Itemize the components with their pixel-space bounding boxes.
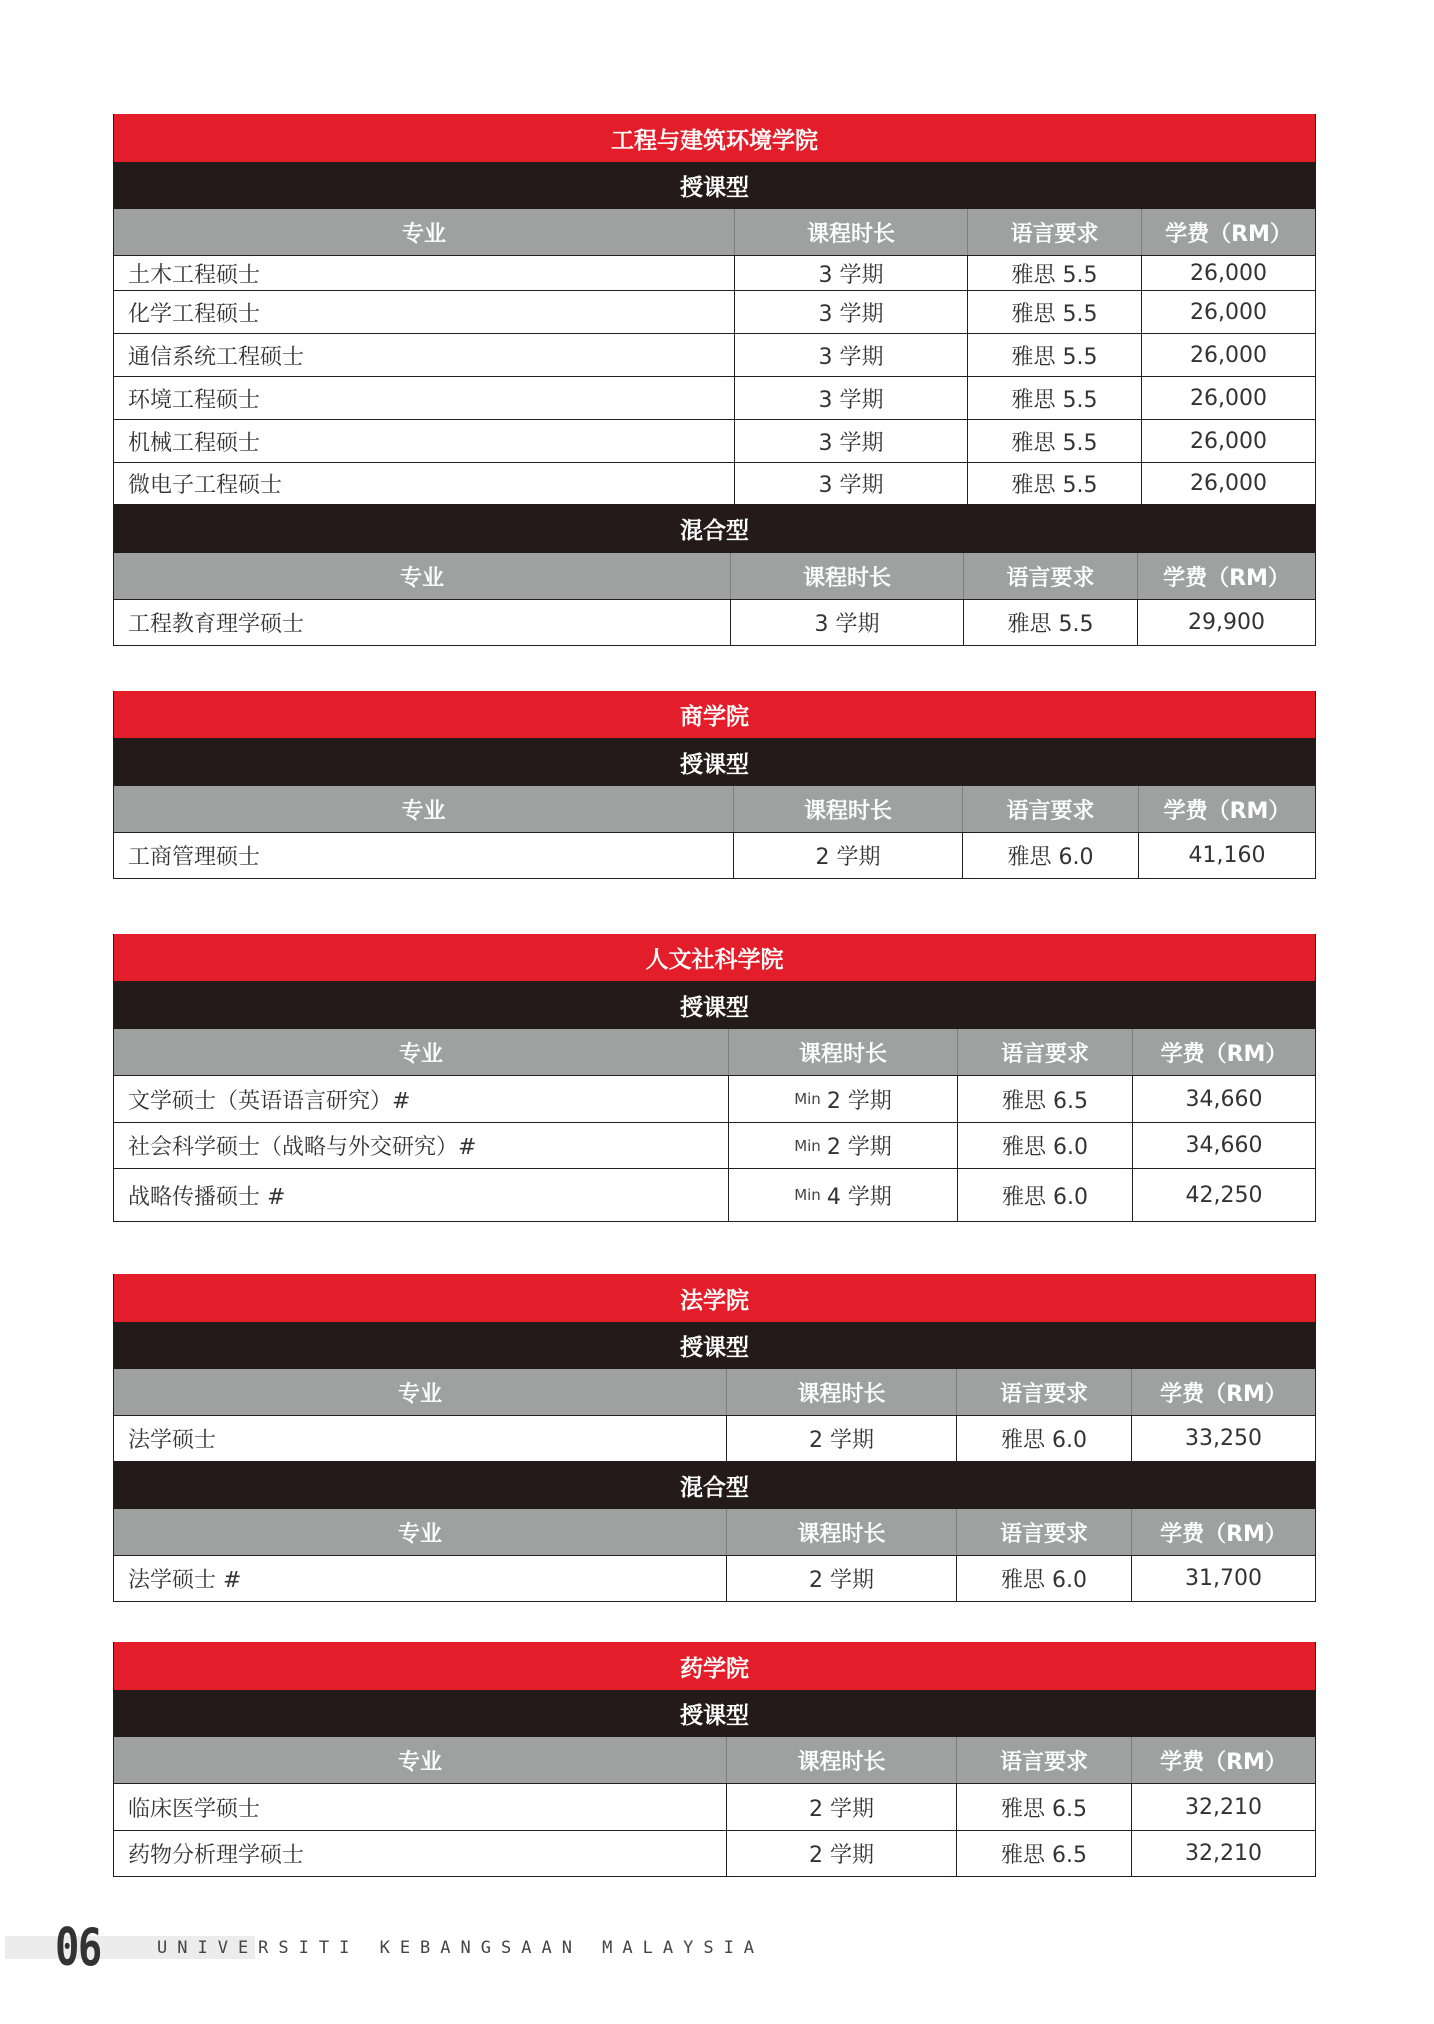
fee-cell: 41,160: [1138, 833, 1315, 878]
table-row: [114, 1783, 1315, 1830]
header-major: 专业: [401, 221, 446, 247]
faculty-title: 药学院: [114, 1642, 1315, 1690]
header-language: 语言要求: [962, 786, 1138, 832]
faculty-table-law: [113, 1274, 1316, 1602]
program-type-band: 授课型: [114, 1690, 1315, 1737]
language-cell: 雅思 5.5: [963, 600, 1137, 645]
major-cell: 法学硕士 #: [128, 1568, 242, 1593]
major-cell: 战略传播硕士 #: [128, 1184, 286, 1210]
language-cell: 雅思 6.5: [956, 1784, 1131, 1830]
fee-cell: 26,000: [1141, 291, 1315, 333]
column-header-row: [114, 1737, 1315, 1783]
footer-university-name: UNIVERSITI KEBANGSAAN MALAYSIA: [157, 1938, 765, 1958]
fee-cell: 32,210: [1131, 1831, 1315, 1876]
column-header-row: [114, 1509, 1315, 1555]
duration-cell: 2 学期: [726, 1416, 956, 1461]
fee-cell: 32,210: [1131, 1784, 1315, 1830]
major-cell: 化学工程硕士: [128, 301, 261, 327]
duration-cell: 3 学期: [734, 256, 967, 290]
language-cell: 雅思 5.5: [967, 291, 1141, 333]
header-major: 专业: [401, 798, 446, 824]
fee-cell: 31,700: [1131, 1556, 1315, 1601]
faculty-title: 工程与建筑环境学院: [114, 114, 1315, 162]
program-type-band: 授课型: [114, 981, 1315, 1029]
faculty-title: 商学院: [114, 691, 1315, 738]
duration-cell: 3 学期: [734, 334, 967, 376]
header-duration: 课程时长: [730, 553, 963, 599]
duration-value: 2 学期: [826, 1135, 892, 1160]
header-duration: 课程时长: [734, 209, 967, 255]
table-row: [114, 1122, 1315, 1168]
major-cell: 文学硕士（英语语言研究）#: [128, 1088, 411, 1114]
table-row: [114, 1168, 1315, 1221]
header-major: 专业: [399, 565, 444, 591]
table-row: [114, 599, 1315, 645]
header-fee: 学费（RM）: [1138, 786, 1315, 832]
language-cell: 雅思 5.5: [967, 377, 1141, 419]
page-number: 06: [55, 1918, 101, 1978]
duration-cell: 2 学期: [726, 1784, 956, 1830]
language-cell: 雅思 6.5: [957, 1076, 1132, 1122]
major-cell: 法学硕士: [128, 1428, 217, 1453]
fee-cell: 34,660: [1132, 1076, 1315, 1122]
duration-cell: [728, 1169, 957, 1221]
table-row: [114, 832, 1315, 878]
major-cell: 通信系统工程硕士: [128, 344, 305, 370]
language-cell: 雅思 6.5: [956, 1831, 1131, 1876]
column-header-row: [114, 553, 1315, 599]
duration-cell: [728, 1076, 957, 1122]
header-duration: 课程时长: [728, 1029, 957, 1075]
program-type-band: 混合型: [114, 504, 1315, 553]
program-type-band: 混合型: [114, 1461, 1315, 1509]
duration-cell: 3 学期: [730, 600, 963, 645]
fee-cell: 26,000: [1141, 377, 1315, 419]
fee-cell: 34,660: [1132, 1123, 1315, 1168]
fee-cell: 26,000: [1141, 334, 1315, 376]
program-type-band: 授课型: [114, 1322, 1315, 1369]
header-language: 语言要求: [957, 1029, 1132, 1075]
table-row: [114, 462, 1315, 504]
language-cell: 雅思 6.0: [957, 1123, 1132, 1168]
major-cell: 工程教育理学硕士: [128, 612, 305, 637]
major-cell: 社会科学硕士（战略与外交研究）#: [128, 1135, 477, 1160]
program-type-band: 授课型: [114, 162, 1315, 209]
column-header-row: [114, 209, 1315, 255]
duration-cell: 3 学期: [734, 291, 967, 333]
header-duration: 课程时长: [726, 1509, 956, 1555]
duration-cell: [728, 1123, 957, 1168]
duration-cell: 2 学期: [733, 833, 962, 878]
header-major: 专业: [397, 1381, 442, 1407]
header-language: 语言要求: [956, 1737, 1131, 1783]
fee-cell: 26,000: [1141, 463, 1315, 504]
faculty-table-pharmacy: [113, 1642, 1316, 1877]
header-duration: 课程时长: [726, 1369, 956, 1415]
language-cell: 雅思 5.5: [967, 256, 1141, 290]
column-header-row: [114, 1029, 1315, 1075]
table-row: [114, 1415, 1315, 1461]
header-language: 语言要求: [963, 553, 1137, 599]
duration-cell: 3 学期: [734, 420, 967, 462]
faculty-title: 人文社科学院: [114, 934, 1315, 981]
program-type-band: 授课型: [114, 738, 1315, 786]
major-cell: 环境工程硕士: [128, 387, 261, 413]
faculty-title: 法学院: [114, 1274, 1315, 1322]
header-fee: 学费（RM）: [1141, 209, 1315, 255]
duration-cell: 2 学期: [726, 1831, 956, 1876]
header-fee: 学费（RM）: [1131, 1369, 1315, 1415]
table-row: [114, 1555, 1315, 1601]
duration-cell: 2 学期: [726, 1556, 956, 1601]
fee-cell: 33,250: [1131, 1416, 1315, 1461]
header-major: 专业: [398, 1041, 443, 1067]
duration-cell: 3 学期: [734, 377, 967, 419]
column-header-row: [114, 786, 1315, 832]
duration-value: 2 学期: [826, 1088, 892, 1114]
language-cell: 雅思 6.0: [957, 1169, 1132, 1221]
header-fee: 学费（RM）: [1131, 1509, 1315, 1555]
faculty-table-business: [113, 691, 1316, 879]
major-cell: 微电子工程硕士: [128, 473, 283, 498]
language-cell: 雅思 6.0: [962, 833, 1138, 878]
duration-prefix: Min: [794, 1090, 821, 1108]
table-row: [114, 376, 1315, 419]
faculty-table-engineering: [113, 114, 1316, 646]
header-major: 专业: [397, 1521, 442, 1547]
header-language: 语言要求: [967, 209, 1141, 255]
language-cell: 雅思 5.5: [967, 334, 1141, 376]
duration-cell: 3 学期: [734, 463, 967, 504]
fee-cell: 26,000: [1141, 256, 1315, 290]
table-row: [114, 290, 1315, 333]
language-cell: 雅思 6.0: [956, 1556, 1131, 1601]
header-duration: 课程时长: [733, 786, 962, 832]
table-row: [114, 419, 1315, 462]
duration-prefix: Min: [794, 1136, 821, 1155]
fee-cell: 42,250: [1132, 1169, 1315, 1221]
header-language: 语言要求: [956, 1369, 1131, 1415]
header-major: 专业: [397, 1749, 442, 1775]
table-row: [114, 1830, 1315, 1876]
faculty-table-humanities: [113, 934, 1316, 1222]
column-header-row: [114, 1369, 1315, 1415]
fee-cell: 26,000: [1141, 420, 1315, 462]
header-fee: 学费（RM）: [1137, 553, 1315, 599]
major-cell: 临床医学硕士: [128, 1796, 261, 1822]
header-fee: 学费（RM）: [1132, 1029, 1315, 1075]
header-duration: 课程时长: [726, 1737, 956, 1783]
table-row: [114, 255, 1315, 290]
language-cell: 雅思 5.5: [967, 463, 1141, 504]
header-fee: 学费（RM）: [1131, 1737, 1315, 1783]
duration-value: 4 学期: [826, 1184, 892, 1210]
header-language: 语言要求: [956, 1509, 1131, 1555]
major-cell: 药物分析理学硕士: [128, 1843, 305, 1868]
major-cell: 机械工程硕士: [128, 430, 261, 456]
language-cell: 雅思 6.0: [956, 1416, 1131, 1461]
table-row: [114, 1075, 1315, 1122]
major-cell: 工商管理硕士: [128, 845, 261, 870]
major-cell: 土木工程硕士: [128, 262, 261, 288]
duration-prefix: Min: [794, 1186, 821, 1204]
language-cell: 雅思 5.5: [967, 420, 1141, 462]
table-row: [114, 333, 1315, 376]
fee-cell: 29,900: [1137, 600, 1315, 645]
